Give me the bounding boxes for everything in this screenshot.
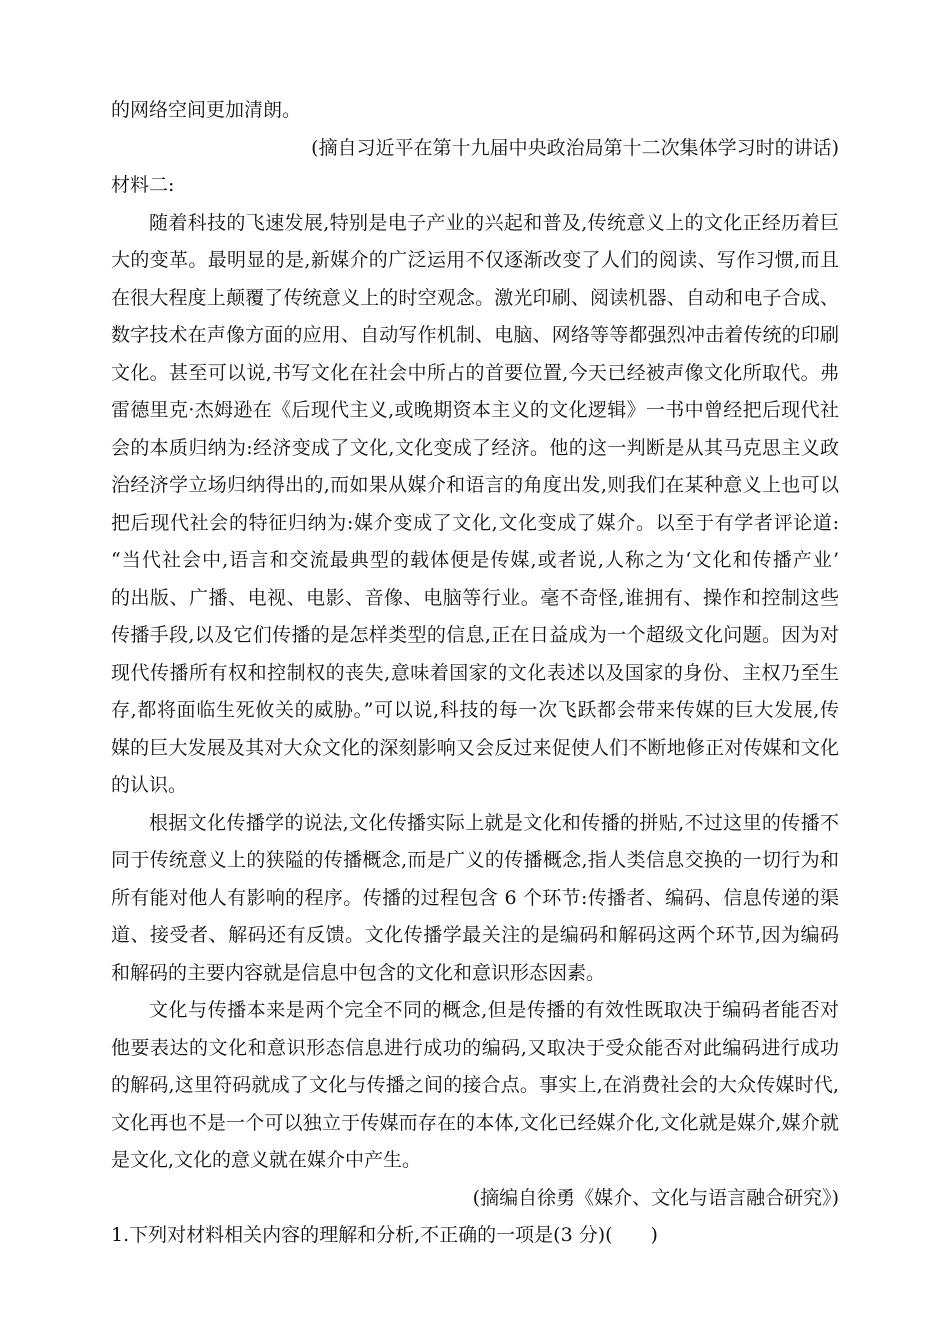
- paragraph-line: 和解码的主要内容就是信息中包含的文化和意识形态因素。: [111, 961, 606, 984]
- paragraph-line: 所有能对他人有影响的程序。传播的过程包含 6 个环节:传播者、编码、信息传递的渠: [111, 886, 839, 909]
- material-two-source-citation: (摘编自徐勇《媒介、文化与语言融合研究》): [472, 1186, 839, 1209]
- paragraph-line: 的出版、广播、电视、电影、音像、电脑等行业。毫不奇怪,谁拥有、操作和控制这些: [111, 586, 839, 609]
- paragraph-line: 会的本质归纳为:经济变成了文化,文化变成了经济。他的这一判断是从其马克思主义政: [111, 436, 839, 459]
- paragraph-line: 道、接受者、解码还有反馈。文化传播学最关注的是编码和解码这两个环节,因为编码: [111, 924, 839, 946]
- paragraph-line: “当代社会中,语言和交流最典型的载体便是传媒,或者说,人称之为‘文化和传播产业’: [111, 549, 839, 571]
- paragraph-line: 存,都将面临生死攸关的威胁。”可以说,科技的每一次飞跃都会带来传媒的巨大发展,传: [111, 699, 839, 721]
- paragraph-line: 文化与传播本来是两个完全不同的概念,但是传播的有效性既取决于编码者能否对: [149, 999, 839, 1021]
- material-two-paragraph-1: [111, 205, 839, 805]
- question-1-stem: 1.下列对材料相关内容的理解和分析,不正确的一项是(3 分)( ): [111, 1224, 658, 1246]
- paragraph-line: 的认识。: [111, 774, 188, 796]
- material-two-paragraph-2: [111, 805, 839, 993]
- material-two-heading: 材料二:: [111, 174, 175, 196]
- paragraph-line: 大的变革。最明显的是,新媒介的广泛运用不仅逐渐改变了人们的阅读、写作习惯,而且: [111, 249, 839, 271]
- paragraph-line: 现代传播所有权和控制权的丧失,意味着国家的文化表述以及国家的身份、主权乃至生: [111, 661, 839, 684]
- paragraph-line: 在很大程度上颠覆了传统意义上的时空观念。激光印刷、阅读机器、自动和电子合成、: [111, 286, 839, 309]
- paragraph-line: 雷德里克·杰姆逊在《后现代主义,或晚期资本主义的文化逻辑》一书中曾经把后现代社: [111, 399, 839, 421]
- intro-source-citation: (摘自习近平在第十九届中央政治局第十二次集体学习时的讲话): [311, 136, 839, 159]
- paragraph-line: 文化再也不是一个可以独立于传媒而存在的本体,文化已经媒介化,文化就是媒介,媒介就: [111, 1111, 839, 1134]
- paragraph-line: 文化。甚至可以说,书写文化在社会中所占的首要位置,今天已经被声像文化所取代。弗: [111, 361, 839, 384]
- paragraph-line: 同于传统意义上的狭隘的传播概念,而是广义的传播概念,指人类信息交换的一切行为和: [111, 849, 839, 871]
- intro-section: [111, 92, 839, 205]
- paragraph-line: 媒的巨大发展及其对大众文化的深刻影响又会反过来促使人们不断地修正对传媒和文化: [111, 736, 839, 759]
- paragraph-line: 治经济学立场归纳得出的,而如果从媒介和语言的角度出发,则我们在某种意义上也可以: [111, 474, 839, 496]
- intro-tail-line: 的网络空间更加清朗。: [111, 99, 302, 121]
- paragraph-line: 数字技术在声像方面的应用、自动写作机制、电脑、网络等等都强烈冲击着传统的印刷: [111, 324, 839, 346]
- paragraph-line: 把后现代社会的特征归纳为:媒介变成了文化,文化变成了媒介。以至于有学者评论道:: [111, 511, 839, 534]
- paragraph-line: 随着科技的飞速发展,特别是电子产业的兴起和普及,传统意义上的文化正经历着巨: [149, 211, 839, 234]
- material-two-paragraph-3: [111, 992, 839, 1255]
- paragraph-line: 根据文化传播学的说法,文化传播实际上就是文化和传播的拼贴,不过这里的传播不: [149, 811, 839, 834]
- paragraph-line: 他要表达的文化和意识形态信息进行成功的编码,又取决于受众能否对此编码进行成功: [111, 1036, 839, 1059]
- paragraph-line: 是文化,文化的意义就在媒介中产生。: [111, 1149, 422, 1171]
- paragraph-line: 传播手段,以及它们传播的是怎样类型的信息,正在日益成为一个超级文化问题。因为对: [111, 624, 839, 646]
- paragraph-line: 的解码,这里符码就成了文化与传播之间的接合点。事实上,在消费社会的大众传媒时代,: [111, 1074, 839, 1096]
